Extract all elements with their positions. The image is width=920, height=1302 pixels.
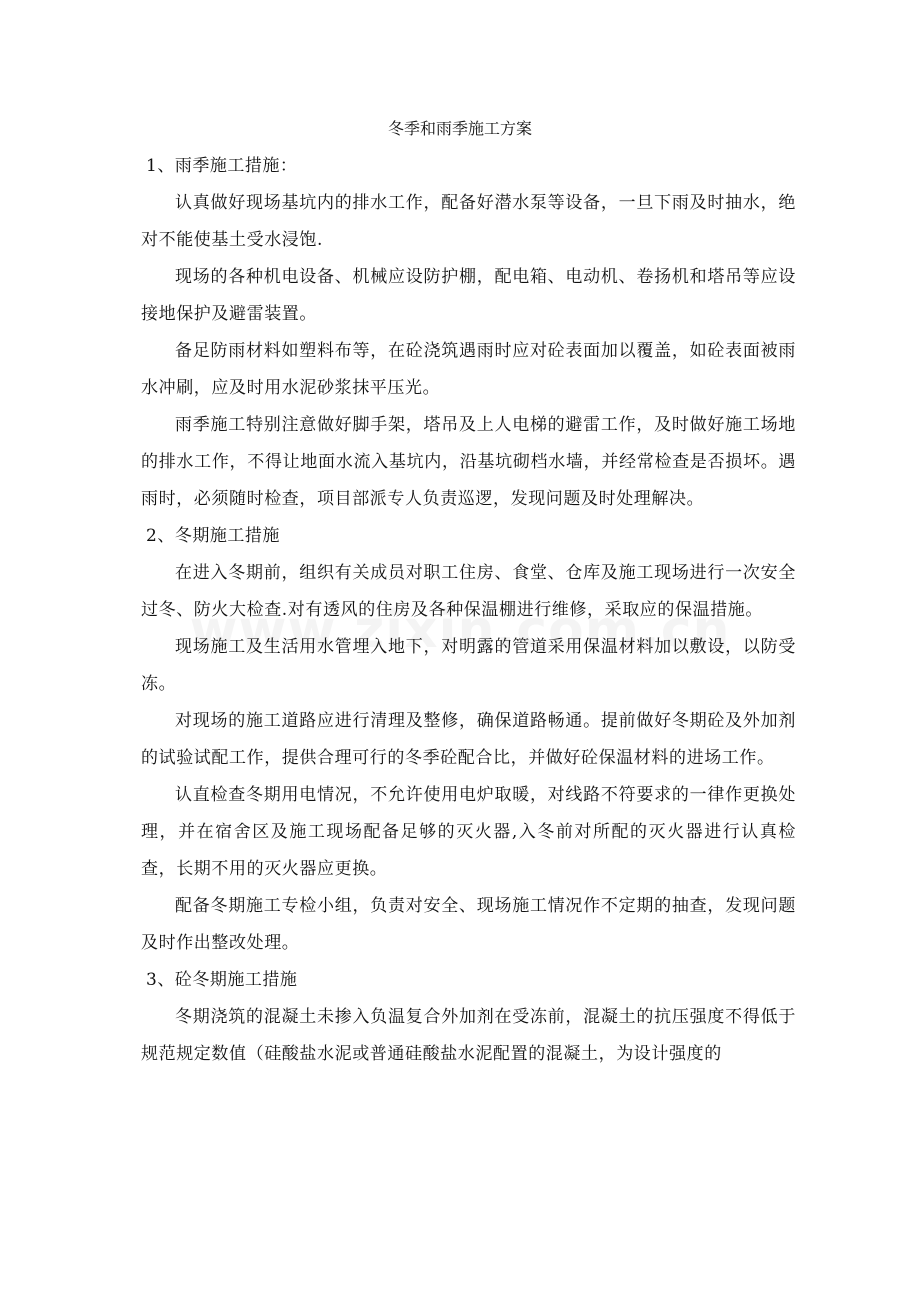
section-heading-winter: 2、冬期施工措施 <box>146 526 280 546</box>
paragraph: 在进入冬期前，组织有关成员对职工住房、食堂、仓库及施工现场进行一次安全过冬、防火大检查.对有透风的住房及各种保温棚进行维修，采取应的保温措施。 <box>141 563 796 620</box>
document-title: 冬季和雨季施工方案 <box>387 119 532 138</box>
paragraph: 现场的各种机电设备、机械应设防护棚，配电箱、电动机、卷扬机和塔吊等应设接地保护及避雷装置。 <box>141 267 796 324</box>
paragraph: 认直检查冬期用电情况，不允许使用电炉取暖，对线路不符要求的一律作更换处理，并在宿舍区及施工现场配备足够的灭火器,入冬前对所配的灭火器进行认真检查，长期不用的灭火器应更换。 <box>141 785 796 879</box>
paragraph: 雨季施工特别注意做好脚手架，塔吊及上人电梯的避雷工作，及时做好施工场地的排水工作，不得让地面水流入基坑内，沿基坑砌档水墙，并经常检查是否损坏。遇雨时，必须随时检查，项目部派专人负责巡逻，发现问题及时处理解决。 <box>141 415 796 509</box>
section-heading-rainy: 1、雨季施工措施： <box>146 156 298 176</box>
paragraph: 对现场的施工道路应进行清理及整修，确保道路畅通。提前做好冬期砼及外加剂的试验试配工作，提供合理可行的冬季砼配合比，并做好砼保温材料的进场工作。 <box>141 711 796 768</box>
section-heading-concrete-winter: 3、砼冬期施工措施 <box>146 970 298 990</box>
paragraph: 认真做好现场基坑内的排水工作，配备好潜水泵等设备，一旦下雨及时抽水，绝对不能使基土受水浸饱. <box>141 193 796 250</box>
paragraph: 冬期浇筑的混凝土未掺入负温复合外加剂在受冻前，混凝土的抗压强度不得低于规范规定数值（硅酸盐水泥或普通硅酸盐水泥配置的混凝土，为设计强度的 <box>141 1007 796 1064</box>
paragraph: 配备冬期施工专检小组，负责对安全、现场施工情况作不定期的抽查，发现问题及时作出整改处理。 <box>141 896 796 953</box>
paragraph: 备足防雨材料如塑料布等，在砼浇筑遇雨时应对砼表面加以覆盖，如砼表面被雨水冲刷，应及时用水泥砂浆抹平压光。 <box>141 341 796 398</box>
paragraph: 现场施工及生活用水管埋入地下，对明露的管道采用保温材料加以敷设，以防受冻。 <box>141 637 796 694</box>
document-body <box>141 148 796 1073</box>
